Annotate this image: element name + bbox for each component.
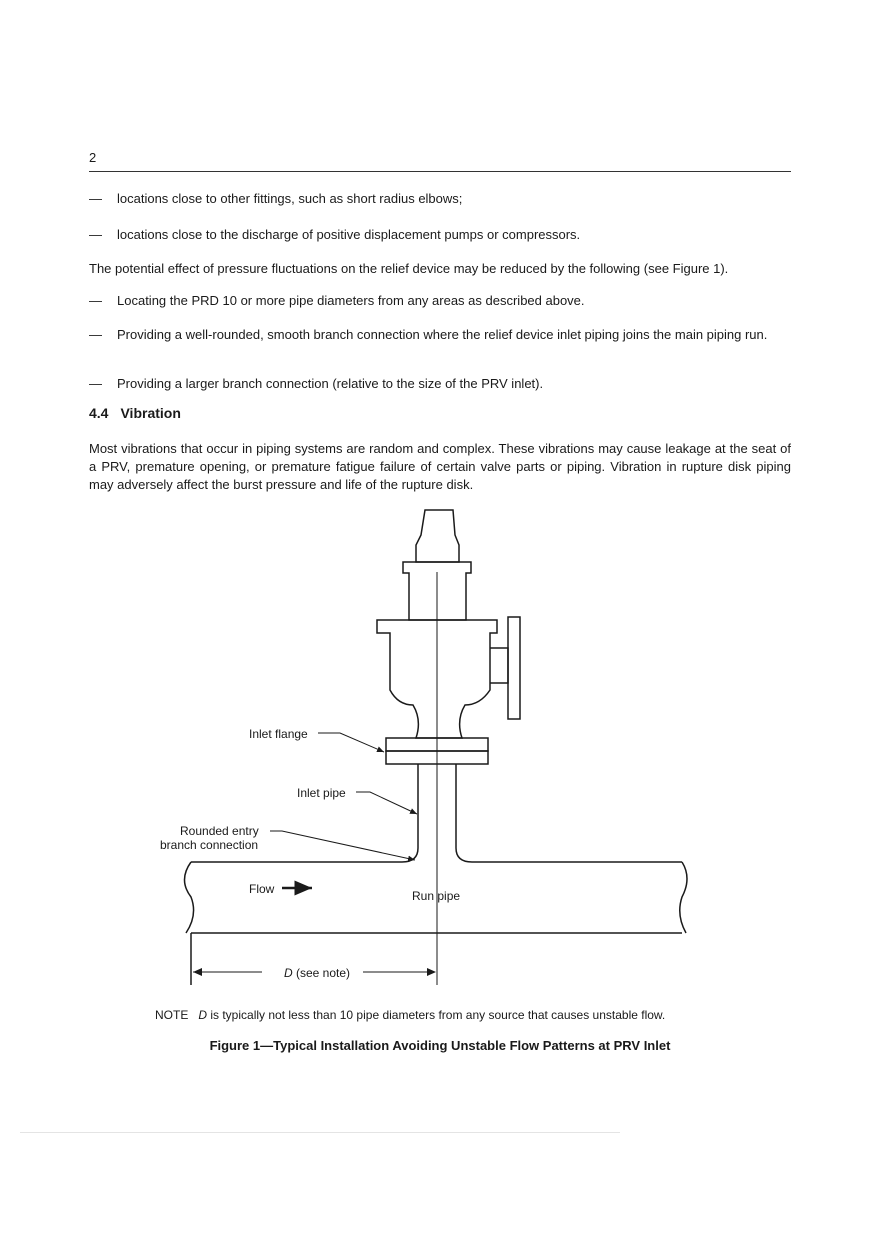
bullet-dash: — <box>89 191 102 206</box>
bullet-item <box>89 292 791 310</box>
bullet-text: locations close to other fittings, such as short radius elbows; <box>117 191 463 206</box>
bullet-dash: — <box>89 327 102 342</box>
note-text: is typically not less than 10 pipe diameters from any source that causes unstable flow. <box>207 1008 666 1022</box>
bullet-text: Locating the PRD 10 or more pipe diameters from any areas as described above. <box>117 293 585 308</box>
bullet-item <box>89 226 791 244</box>
leader-inlet-pipe <box>356 792 417 814</box>
intro-paragraph: The potential effect of pressure fluctuations on the relief device may be reduced by the following (see Figure 1). <box>89 261 729 276</box>
label-run-pipe: Run pipe <box>412 889 461 903</box>
run-pipe-right-break <box>680 862 687 933</box>
bullet-dash: — <box>89 293 102 308</box>
label-rounded-entry-2: branch connection <box>160 838 259 852</box>
section-number: 4.4 <box>89 405 109 421</box>
section-title: Vibration <box>120 405 181 421</box>
bullet-item <box>89 326 791 344</box>
note-symbol: D <box>198 1008 208 1022</box>
section-body: Most vibrations that occur in piping systems are random and complex. These vibrations may cause leakage at the seat of a PRV, premature opening, or premature fatigue failure of certain valve parts or piping. Vibration in rupture disk piping may adversely affect the burst pressure and life of the rupture disk. <box>89 441 791 492</box>
bullet-dash: — <box>89 227 102 242</box>
dimension-note: (see note) <box>292 966 351 980</box>
figure-note <box>155 1008 665 1022</box>
header-rule <box>89 171 791 172</box>
section-heading <box>89 405 181 421</box>
page-number: 2 <box>89 150 97 165</box>
outlet-flange <box>508 617 520 719</box>
dimension-arrow-right <box>427 968 436 976</box>
label-rounded-entry-1: Rounded entry <box>180 824 259 838</box>
label-dimension <box>284 966 350 980</box>
label-inlet-flange: Inlet flange <box>249 727 308 741</box>
bullet-text: Providing a well-rounded, smooth branch connection where the relief device inlet piping joins the main piping run. <box>117 327 768 342</box>
note-label: NOTE <box>155 1008 189 1022</box>
valve-cap <box>416 510 459 562</box>
inlet-pipe-right <box>456 764 472 862</box>
run-pipe-left-break <box>185 862 194 933</box>
figure-caption: Figure 1—Typical Installation Avoiding Unstable Flow Patterns at PRV Inlet <box>209 1038 671 1053</box>
dimension-symbol: D <box>284 966 293 980</box>
outlet-stub <box>490 648 508 683</box>
label-inlet-pipe: Inlet pipe <box>297 786 346 800</box>
bullet-item <box>89 375 791 393</box>
bullet-item <box>89 190 791 208</box>
prv-installation-figure <box>0 500 880 1000</box>
footer-rule <box>20 1132 620 1133</box>
leader-inlet-flange <box>318 733 384 752</box>
label-flow: Flow <box>249 882 275 896</box>
dimension-arrow-left <box>193 968 202 976</box>
leader-rounded-entry <box>270 831 415 860</box>
bullet-dash: — <box>89 376 102 391</box>
bullet-text: locations close to the discharge of positive displacement pumps or compressors. <box>117 227 581 242</box>
bullet-text: Providing a larger branch connection (relative to the size of the PRV inlet). <box>117 376 544 391</box>
